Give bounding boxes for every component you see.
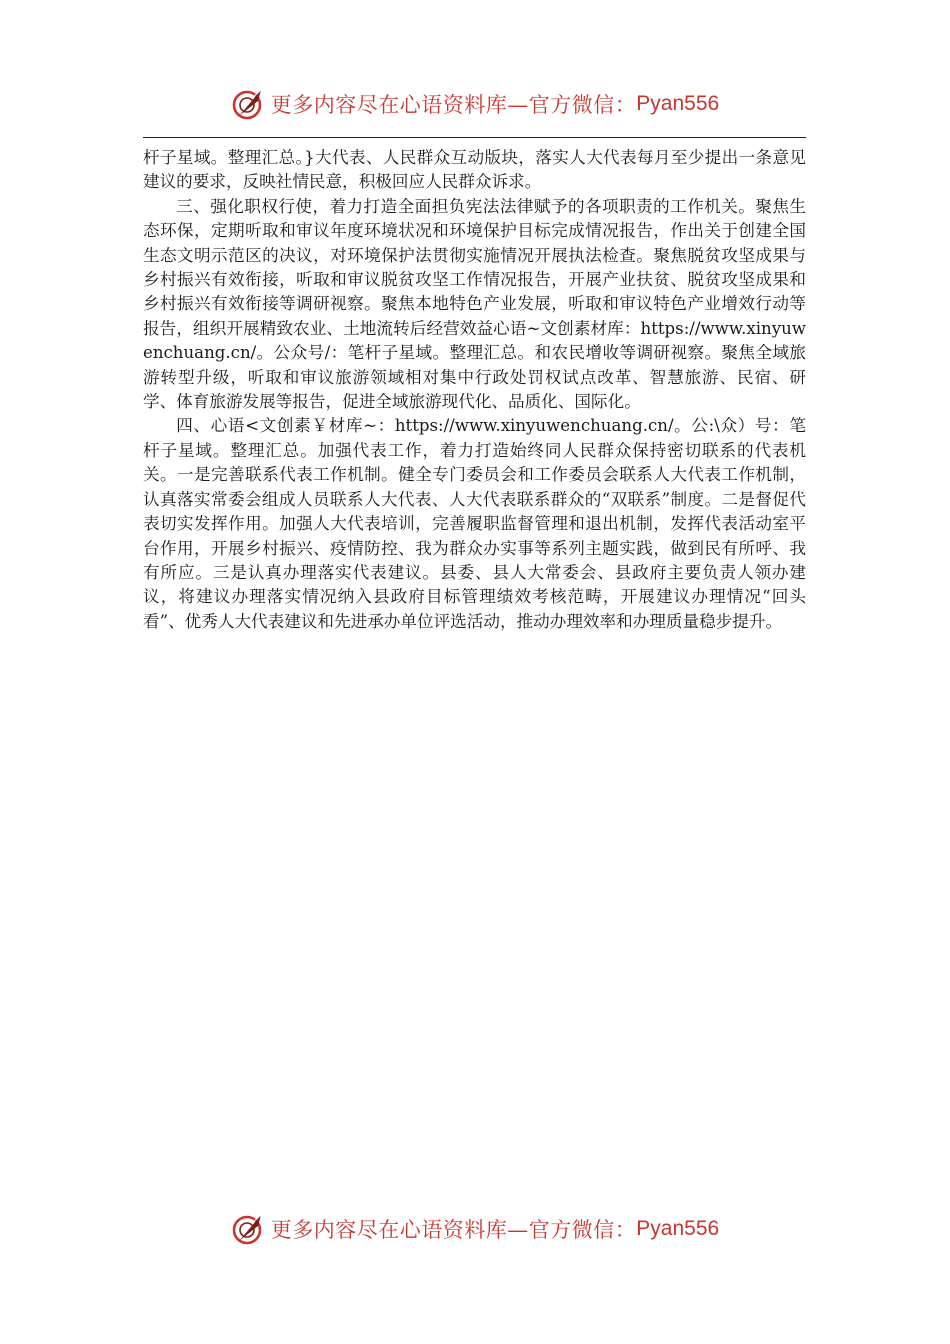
header-banner bbox=[0, 84, 950, 124]
banner-slogan: 更多内容尽在心语资料库—官方微信： bbox=[270, 1218, 637, 1242]
banner-wechat-id: Pyan556 bbox=[636, 1217, 720, 1240]
header-rule bbox=[143, 137, 806, 138]
quill-pen-logo-icon bbox=[231, 87, 265, 121]
paragraph-section-four: 四、心语<文创素￥材库~：https://www.xinyuwenchuang.cn/。公:\众）号：笔杆子星域。整理汇总。加强代表工作，着力打造始终同人民群众保持密切联系的代表机关。一是完善联系代表工作机制。健全专门委员会和工作委员会联系人大代表工作机制，认真落实常委会组成人员联系人大代表、人大代表联系群众的“双联系”制度。二是督促代表切实发挥作用。加强人大代表培训，完善履职监督管理和退出机制，发挥代表活动室平台作用，开展乡村振兴、疫情防控、我为群众办实事等系列主题实践，做到民有所呼、我有所应。三是认真办理落实代表建议。县委、县人大常委会、县政府主要负责人领办建议，将建议办理落实情况纳入县政府目标管理绩效考核范畴，开展建议办理情况“回头看”、优秀人大代表建议和先进承办单位评选活动，推动办理效率和办理质量稳步提升。 bbox=[143, 416, 806, 631]
quill-pen-logo-icon bbox=[231, 1212, 265, 1246]
footer-banner bbox=[0, 1209, 950, 1249]
paragraph-section-three: 三、强化职权行使，着力打造全面担负宪法法律赋予的各项职责的工作机关。聚焦生态环保，定期听取和审议年度环境状况和环境保护目标完成情况报告，作出关于创建全国生态文明示范区的决议，对环境保护法贯彻实施情况开展执法检查。聚焦脱贫攻坚成果与乡村振兴有效衔接，听取和审议脱贫攻坚工作情况报告，开展产业扶贫、脱贫攻坚成果和乡村振兴有效衔接等调研视察。聚焦本地特色产业发展，听取和审议特色产业增效行动等报告，组织开展精致农业、土地流转后经营效益心语~文创素材库：https://www.xinyuwenchuang.cn/。公众号/：笔杆子星域。整理汇总。和农民增收等调研视察。聚焦全域旅游转型升级，听取和审议旅游领域相对集中行政处罚权试点改革、智慧旅游、民宿、研学、体育旅游发展等报告，促进全域旅游现代化、品质化、国际化。 bbox=[143, 196, 806, 412]
banner-slogan: 更多内容尽在心语资料库—官方微信： bbox=[270, 93, 637, 117]
banner-wechat-id: Pyan556 bbox=[636, 92, 720, 115]
document-body bbox=[143, 146, 806, 634]
paragraph-continuation: 杆子星域。整理汇总。}大代表、人民群众互动版块，落实人大代表每月至少提出一条意见建议的要求，反映社情民意，积极回应人民群众诉求。 bbox=[143, 148, 806, 192]
